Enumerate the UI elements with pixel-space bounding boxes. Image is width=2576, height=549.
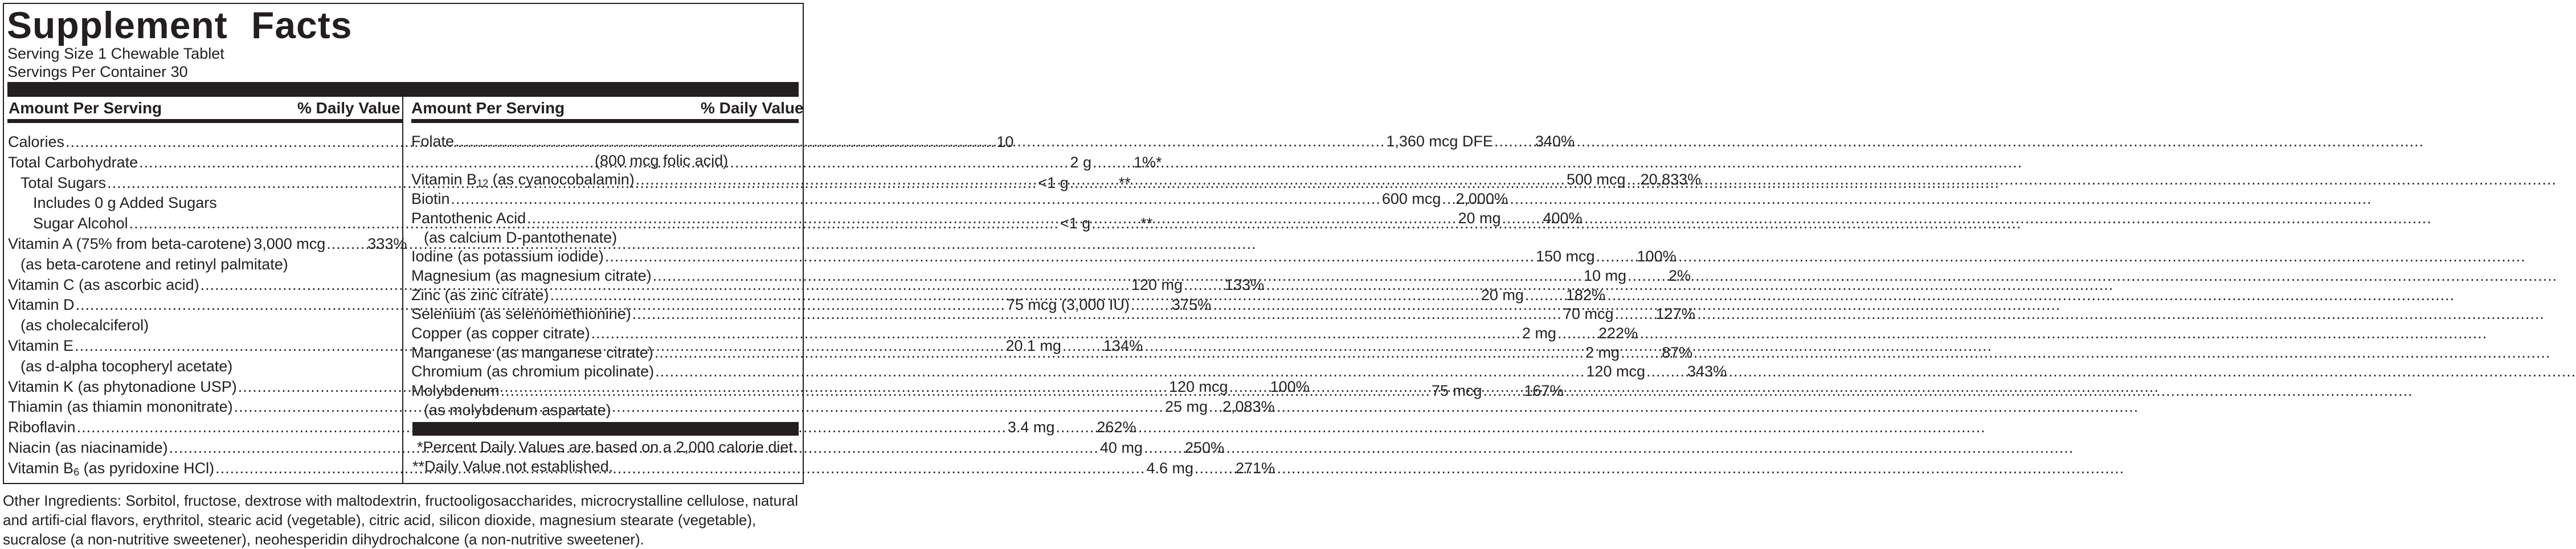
nutrient-amount: 1,360 mcg DFE	[1386, 133, 1493, 150]
nutrient-name: Vitamin A (75% from beta-carotene)	[8, 235, 252, 252]
nutrient-row	[411, 189, 1508, 208]
nutrient-row	[411, 323, 1638, 343]
nutrient-amount: 20.1 mg	[1005, 337, 1061, 354]
nutrient-name: (as calcium D-pantothenate)	[424, 228, 618, 246]
nutrient-amount: 40 mg	[1099, 439, 1143, 456]
leader-dots	[550, 285, 1480, 305]
left-amount-header: Amount Per Serving	[9, 99, 162, 117]
leader-dots	[451, 189, 1381, 208]
leader-dots	[1627, 170, 1639, 189]
panel-title: Supplement Facts	[7, 4, 353, 46]
nutrient-daily-value: 222%	[1598, 325, 1638, 342]
leader-dots	[1596, 247, 1636, 266]
nutrient-amount: 2 g	[1070, 153, 1091, 171]
leader-dots	[215, 458, 1145, 478]
nutrient-row	[411, 247, 1677, 266]
nutrient-name: Niacin (as niacinamide)	[8, 439, 168, 456]
nutrient-row	[21, 316, 395, 335]
nutrient-row	[21, 357, 395, 376]
nutrient-name: Pantothenic Acid	[411, 209, 526, 227]
nutrient-row	[424, 228, 799, 247]
leader-dots	[653, 266, 1583, 285]
nutrient-name: Magnesium (as magnesium citrate)	[411, 267, 652, 284]
leader-dots	[1483, 381, 1523, 400]
nutrient-name: Riboflavin	[8, 419, 76, 436]
right-header-rule	[411, 119, 799, 123]
leader-dots	[1056, 417, 1095, 437]
leader-dots	[501, 381, 1430, 400]
nutrient-name: Selenium (as selenomethionine)	[411, 305, 631, 323]
leader-dots	[455, 132, 1385, 151]
thick-rule	[7, 82, 799, 97]
nutrient-amount: 2 mg	[1522, 325, 1556, 342]
nutrient-amount: 3,000 mcg	[253, 235, 326, 252]
nutrient-amount: 20 mg	[1458, 209, 1501, 227]
leader-dots	[1442, 189, 1454, 208]
nutrient-daily-value: 182%	[1565, 286, 1605, 304]
left-header-rule	[7, 119, 402, 123]
leader-dots	[1628, 266, 1667, 285]
nutrient-name: Vitamin D	[8, 296, 75, 314]
nutrient-name: Includes 0 g Added Sugars	[33, 194, 217, 212]
right-amount-header: Amount Per Serving	[411, 99, 565, 117]
nutrient-name: Zinc (as zinc citrate)	[411, 286, 549, 304]
nutrient-amount: 20 mg	[1481, 286, 1524, 304]
leader-dots	[527, 208, 1457, 228]
nutrient-daily-value: 100%	[1270, 378, 1310, 395]
leader-dots	[655, 343, 1584, 362]
nutrient-amount: 75 mcg	[1431, 382, 1482, 400]
nutrient-daily-value: 250%	[1184, 439, 1225, 456]
leader-dots	[1494, 132, 1534, 151]
leader-dots	[1093, 153, 1132, 172]
nutrient-daily-value: 2%	[1668, 267, 1691, 284]
nutrient-amount: 4.6 mg	[1146, 459, 1193, 477]
nutrient-daily-value: 271%	[1235, 459, 1275, 477]
nutrient-amount: 3.4 mg	[1007, 419, 1055, 436]
nutrient-amount: 120 mcg	[1586, 363, 1645, 380]
nutrient-amount: 150 mcg	[1535, 248, 1595, 265]
nutrient-daily-value: 127%	[1655, 305, 1695, 323]
nutrient-amount: 25 mg	[1164, 398, 1208, 416]
nutrient-daily-value: 1%*	[1133, 153, 1162, 171]
leader-dots	[636, 170, 1565, 189]
nutrient-amount: <1 g	[1060, 215, 1091, 232]
nutrient-daily-value: 340%	[1535, 133, 1575, 150]
leader-dots	[1557, 323, 1597, 343]
leader-dots	[1621, 343, 1661, 362]
nutrient-row	[411, 362, 1727, 381]
nutrient-name: (as beta-carotene and retinyl palmitate)	[21, 255, 288, 273]
footnote-dv-not-established: **Daily Value not established.	[412, 458, 614, 475]
nutrient-name: Chromium (as chromium picolinate)	[411, 363, 655, 380]
leader-dots	[605, 247, 1535, 266]
nutrient-name: Copper (as copper citrate)	[411, 325, 590, 342]
leader-dots	[1144, 438, 1184, 457]
nutrient-name: Folate	[411, 133, 455, 150]
nutrient-name: Vitamin $B_6$ (as pyridoxine HCl)	[8, 459, 215, 478]
nutrient-name: Molybdenum	[411, 382, 500, 400]
nutrient-name: Sugar Alcohol	[33, 215, 128, 232]
right-dv-header: % Daily Value	[701, 99, 804, 117]
nutrient-name: (as molybdenum aspartate)	[424, 401, 611, 419]
leader-dots	[1525, 285, 1565, 305]
nutrient-amount: 500 mcg	[1567, 171, 1626, 189]
nutrient-row	[21, 255, 395, 274]
nutrient-daily-value: 167%	[1524, 382, 1564, 400]
nutrient-name: Biotin	[411, 190, 450, 208]
nutrient-amount: 120 mcg	[1169, 378, 1228, 395]
nutrient-name: Thiamin (as thiamin mononitrate)	[8, 398, 233, 416]
nutrient-daily-value: 400%	[1543, 209, 1583, 227]
nutrient-daily-value: 333%	[367, 235, 407, 252]
nutrient-amount: 75 mcg (3,000 IU)	[1006, 296, 1130, 314]
nutrient-amount: 10 mg	[1583, 267, 1626, 284]
leader-dots	[632, 304, 1562, 323]
nutrient-name: (800 mcg folic acid)	[595, 151, 729, 169]
nutrient-name: Total Sugars	[21, 174, 107, 191]
nutrient-row	[33, 193, 395, 212]
servings-per-container: Servings Per Container 30	[7, 63, 188, 80]
nutrient-daily-value: 343%	[1687, 363, 1727, 380]
nutrient-daily-value: 262%	[1097, 419, 1136, 436]
other-ingredients: Other Ingredients: Sorbitol, fructose, dextrose with maltodextrin, fructooligosaccharides, microcrystalline cellulose, natural and artifi-cial flavors, erythritol, stearic acid (vegetable), citric acid, silicon dioxide, magnesium stearate (vegetable), sucralose (a non-nutritive sweetener), neohesperidin dihydrochalcone (a non-nutritive sweetener).	[3, 492, 798, 548]
nutrient-name: Total Carbohydrate	[8, 153, 138, 171]
footnote-percent-dv: *Percent Daily Values are based on a 2,000 calorie diet.	[417, 439, 798, 456]
nutrient-name: (as cholecalciferol)	[21, 317, 149, 334]
nutrient-name: Calories	[8, 133, 65, 150]
nutrient-amount: 600 mcg	[1381, 190, 1441, 208]
leader-dots	[591, 323, 1521, 343]
nutrient-row	[8, 234, 407, 253]
nutrient-name: Iodine (as potassium iodide)	[411, 248, 604, 265]
nutrient-amount: 120 mg	[1131, 276, 1183, 293]
nutrient-daily-value: 133%	[1224, 276, 1265, 293]
nutrient-row	[424, 400, 799, 420]
nutrient-amount: 2 mg	[1585, 343, 1620, 361]
nutrient-amount: 10	[996, 133, 1014, 150]
nutrient-daily-value: 2,000%	[1455, 190, 1508, 208]
leader-dots	[1646, 362, 1686, 381]
serving-size: Serving Size 1 Chewable Tablet	[7, 45, 224, 62]
nutrient-amount: <1 g	[1038, 174, 1069, 191]
nutrient-daily-value: 100%	[1637, 248, 1677, 265]
nutrient-daily-value: 375%	[1171, 296, 1211, 314]
leader-dots	[1195, 458, 1234, 478]
nutrient-name: Vitamin C (as ascorbic acid)	[8, 276, 199, 293]
nutrient-daily-value: **	[1140, 215, 1153, 232]
nutrient-name: Vitamin K (as phytonadione USP)	[8, 378, 237, 395]
nutrient-amount: 70 mcg	[1563, 305, 1614, 323]
footnote-rule	[412, 422, 799, 436]
leader-dots	[1502, 208, 1541, 228]
nutrient-daily-value: 134%	[1103, 337, 1143, 354]
leader-dots	[1615, 304, 1655, 323]
nutrient-name: (as d-alpha tocopheryl acetate)	[21, 357, 233, 375]
nutrient-name: Manganese (as manganese citrate)	[411, 343, 653, 361]
left-dv-header: % Daily Value	[297, 99, 400, 117]
nutrient-name: Vitamin $B_{12}$ (as cyanocobalamin)	[411, 171, 635, 190]
nutrient-daily-value: **	[1118, 174, 1131, 191]
nutrient-daily-value: 87%	[1662, 343, 1693, 361]
nutrient-row	[8, 417, 1136, 437]
leader-dots	[326, 234, 366, 253]
nutrient-daily-value: 2,083%	[1222, 398, 1275, 416]
leader-dots	[655, 362, 1585, 381]
nutrient-row	[595, 151, 799, 170]
nutrient-daily-value: 20,833%	[1640, 171, 1702, 189]
nutrient-name: Vitamin E	[8, 337, 74, 354]
